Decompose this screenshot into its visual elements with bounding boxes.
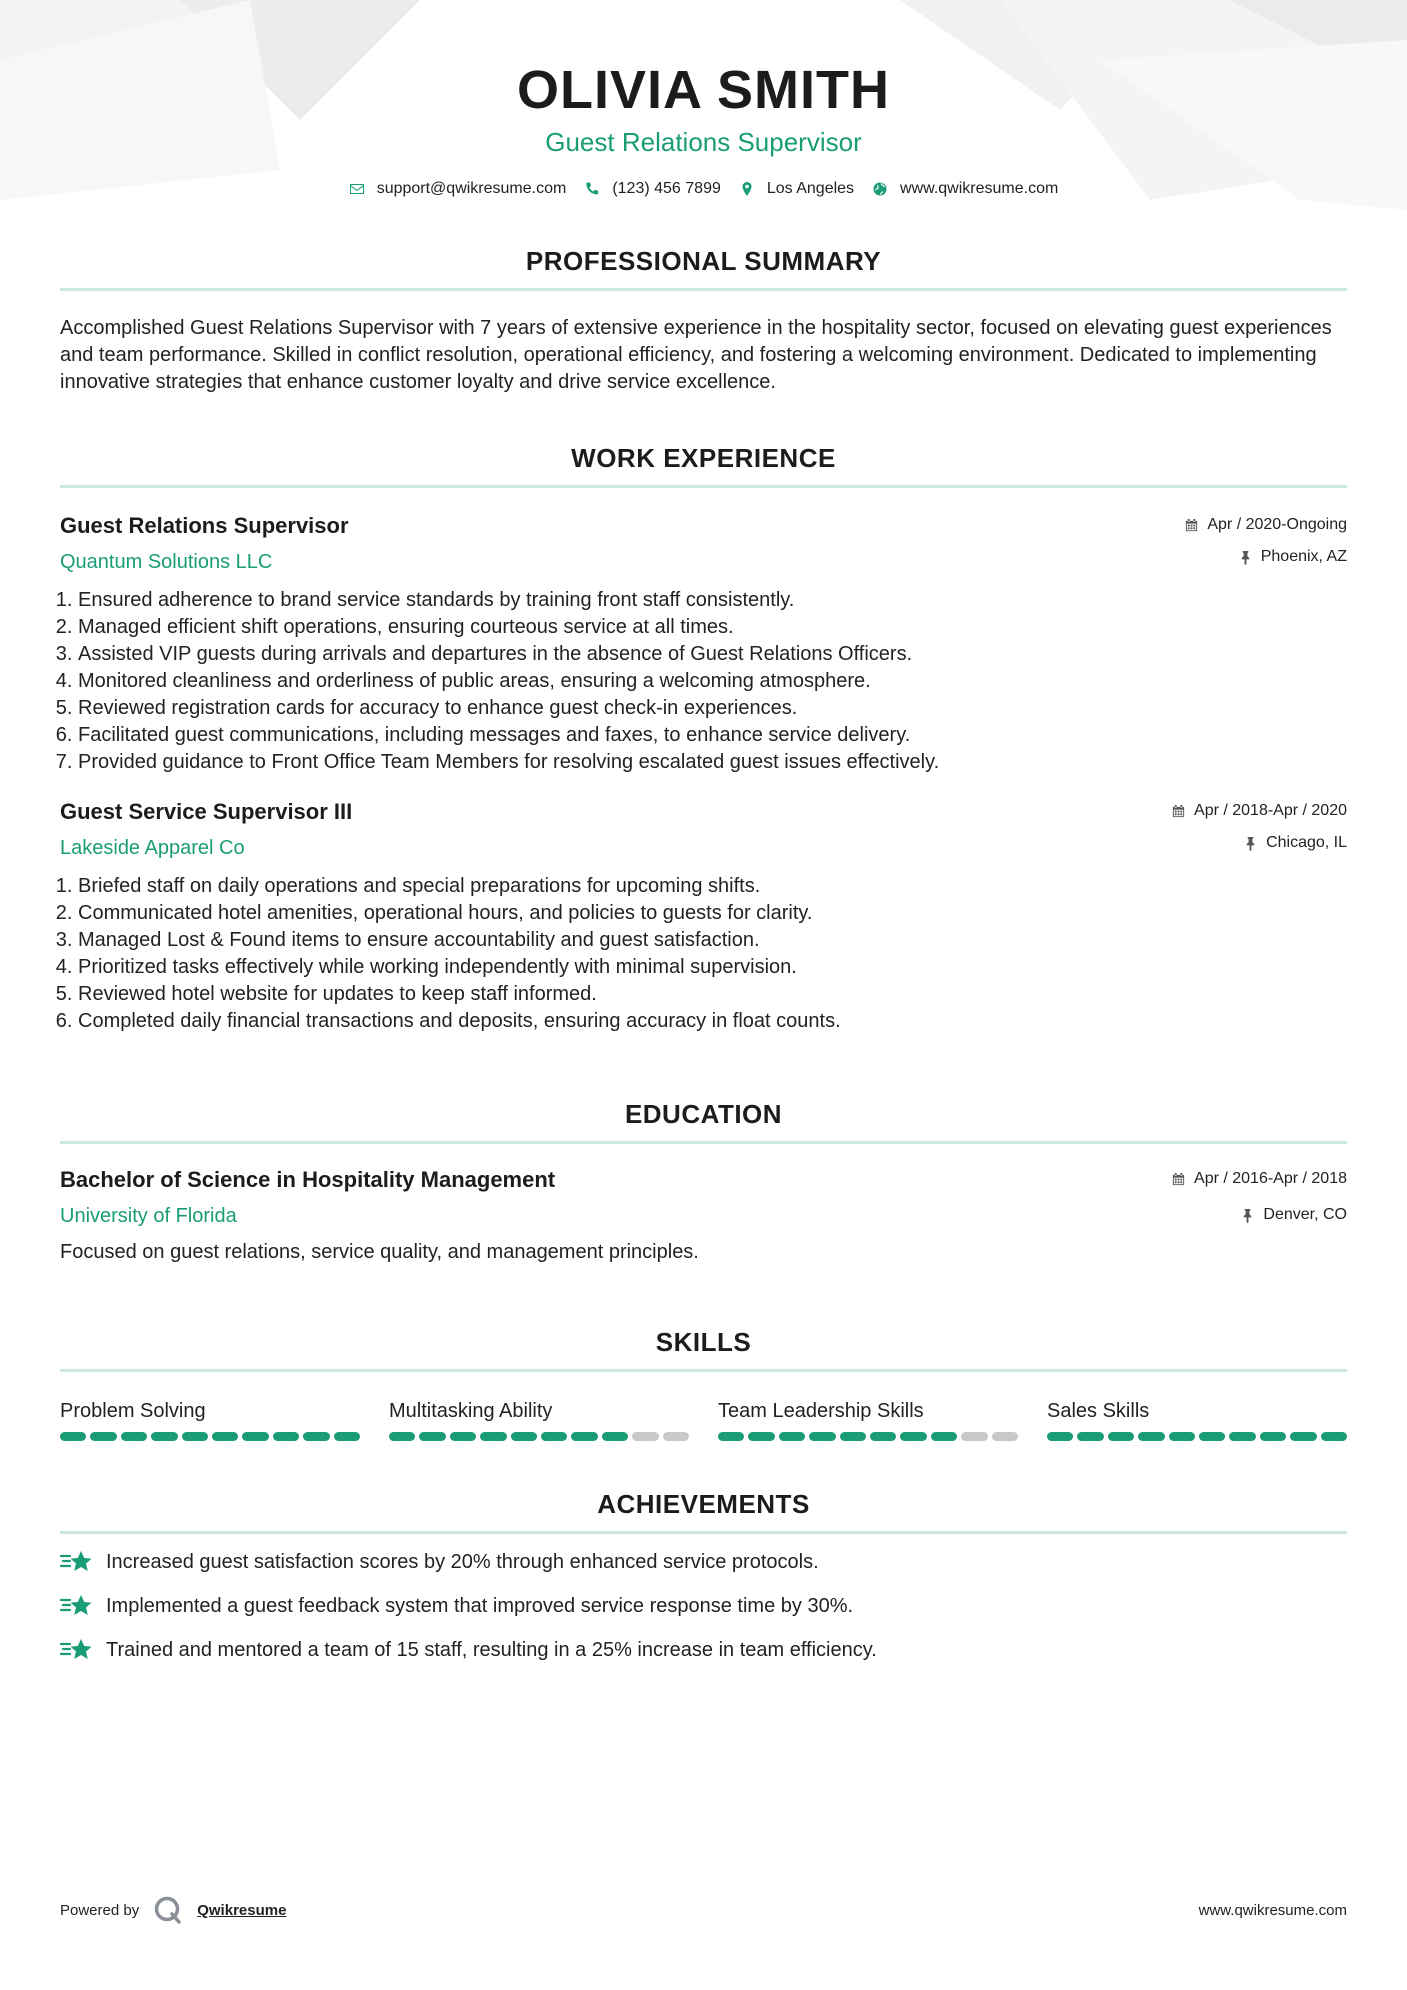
job-company: Lakeside Apparel Co [60, 837, 245, 859]
job-duties-list [60, 587, 1347, 776]
pushpin-icon [1240, 1208, 1255, 1223]
skill-segment-filled [541, 1432, 567, 1441]
job-location: Phoenix, AZ [1184, 544, 1347, 570]
calendar-icon [1184, 518, 1199, 533]
skills-divider [60, 1369, 1347, 1372]
skill-segment-empty [992, 1432, 1018, 1441]
achievement-text: Increased guest satisfaction scores by 20% through enhanced service protocols. [106, 1550, 819, 1573]
experience-section [60, 441, 1347, 1035]
achievement-text: Implemented a guest feedback system that improved service response time by 30%. [106, 1594, 854, 1617]
skill-segment-filled [334, 1432, 360, 1441]
achievements-divider [60, 1531, 1347, 1534]
skill-segment-filled [303, 1432, 329, 1441]
achievement-text: Trained and mentored a team of 15 staff, resulting in a 25% increase in team efficiency. [106, 1638, 877, 1661]
job-title: Guest Service Supervisor III [60, 799, 353, 824]
skill-label: Team Leadership Skills [718, 1400, 924, 1422]
footer-website: www.qwikresume.com [1198, 1901, 1347, 1919]
candidate-role: Guest Relations Supervisor [545, 127, 862, 157]
skill-segment-filled [1321, 1432, 1347, 1441]
education-section [60, 1097, 1347, 1265]
job-entry [60, 798, 1347, 1035]
skills-section [60, 1325, 1347, 1441]
education-location: Denver, CO [1171, 1202, 1347, 1228]
skill-segment-filled [1229, 1432, 1255, 1441]
phone-text: (123) 456 7899 [612, 180, 721, 197]
location-text: Los Angeles [766, 180, 855, 197]
skill-segment-filled [273, 1432, 299, 1441]
job-dates: Apr / 2018-Apr / 2020 [1171, 798, 1347, 824]
skill-segment-filled [182, 1432, 208, 1441]
duty-item: 2. Communicated hotel amenities, operational hours, and policies to guests for clarity. [78, 900, 1347, 927]
summary-section [60, 244, 1347, 396]
skill-segment-filled [60, 1432, 86, 1441]
achievement-item [60, 1590, 1347, 1622]
experience-heading: WORK EXPERIENCE [571, 443, 836, 473]
skill-item [718, 1398, 1018, 1441]
achievements-heading: ACHIEVEMENTS [597, 1489, 810, 1519]
duty-item: 2. Managed efficient shift operations, ensuring courteous service at all times. [78, 614, 1347, 641]
skill-segment-filled [900, 1432, 926, 1441]
skill-segment-filled [511, 1432, 537, 1441]
skill-segment-filled [212, 1432, 238, 1441]
map-pin-icon [739, 181, 755, 197]
skill-segment-filled [748, 1432, 774, 1441]
skill-segment-filled [870, 1432, 896, 1441]
shooting-star-icon [60, 1548, 94, 1576]
duty-item: 7. Provided guidance to Front Office Team Members for resolving escalated guest issues effectively. [78, 749, 1347, 776]
education-divider [60, 1141, 1347, 1144]
qwikresume-link[interactable]: Qwikresume [197, 1901, 287, 1919]
shooting-star-icon [60, 1636, 94, 1664]
job-dates: Apr / 2020-Ongoing [1184, 512, 1347, 538]
job-title: Guest Relations Supervisor [60, 513, 349, 538]
summary-heading: PROFESSIONAL SUMMARY [525, 246, 882, 276]
summary-divider [60, 288, 1347, 291]
skill-segment-empty [663, 1432, 689, 1441]
contact-location [739, 180, 854, 198]
skill-level-bar [718, 1432, 1018, 1441]
duty-item: 5. Reviewed registration cards for accuracy to enhance guest check-in experiences. [78, 695, 1347, 722]
skill-segment-filled [931, 1432, 957, 1441]
duty-item: 4. Prioritized tasks effectively while working independently with minimal supervision. [78, 954, 1347, 981]
skill-segment-filled [571, 1432, 597, 1441]
education-dates: Apr / 2016-Apr / 2018 [1171, 1166, 1347, 1192]
calendar-icon [1171, 804, 1186, 819]
summary-text: Accomplished Guest Relations Supervisor with 7 years of extensive experience in the hospitality sector, focused on elevating guest experiences and team performance. Skilled in conflict resolution, operational efficiency, and fostering a welcoming environment. Dedicated to implementing innovative strategies that enhance customer loyalty and drive service excellence. [60, 317, 1332, 393]
pushpin-icon [1243, 836, 1258, 851]
skill-level-bar [1047, 1432, 1347, 1441]
skill-segment-filled [1077, 1432, 1103, 1441]
skill-segment-filled [1169, 1432, 1195, 1441]
skill-segment-filled [1290, 1432, 1316, 1441]
skill-segment-filled [90, 1432, 116, 1441]
qwikresume-logo-icon [153, 1895, 183, 1925]
education-description: Focused on guest relations, service quality, and management principles. [60, 1241, 699, 1263]
skill-segment-filled [809, 1432, 835, 1441]
achievements-section [60, 1487, 1347, 1666]
duty-item: 6. Facilitated guest communications, including messages and faxes, to enhance service delivery. [78, 722, 1347, 749]
job-duties-list [60, 873, 1347, 1035]
school-name: University of Florida [60, 1205, 237, 1227]
skill-segment-filled [419, 1432, 445, 1441]
skill-segment-filled [1108, 1432, 1134, 1441]
skill-segment-filled [389, 1432, 415, 1441]
job-company: Quantum Solutions LLC [60, 551, 273, 573]
skill-segment-filled [1199, 1432, 1225, 1441]
skill-label: Sales Skills [1047, 1400, 1150, 1422]
globe-icon [872, 181, 888, 197]
duty-item: 5. Reviewed hotel website for updates to keep staff informed. [78, 981, 1347, 1008]
calendar-icon [1171, 1172, 1186, 1187]
skill-segment-filled [1047, 1432, 1073, 1441]
skill-item [1047, 1398, 1347, 1441]
skill-segment-filled [1260, 1432, 1286, 1441]
skill-segment-filled [121, 1432, 147, 1441]
duty-item: 4. Monitored cleanliness and orderliness of public areas, ensuring a welcoming atmosphere. [78, 668, 1347, 695]
contact-email [349, 180, 567, 198]
skill-segment-empty [961, 1432, 987, 1441]
duty-item: 3. Managed Lost & Found items to ensure accountability and guest satisfaction. [78, 927, 1347, 954]
achievement-item [60, 1634, 1347, 1666]
skill-item [389, 1398, 689, 1441]
candidate-name: OLIVIA SMITH [517, 60, 890, 120]
skill-level-bar [389, 1432, 689, 1441]
skill-label: Multitasking Ability [389, 1400, 553, 1422]
skills-list [60, 1398, 1347, 1441]
degree-title: Bachelor of Science in Hospitality Management [60, 1167, 556, 1192]
email-text: support@qwikresume.com [376, 180, 567, 197]
skill-segment-filled [718, 1432, 744, 1441]
skill-segment-filled [242, 1432, 268, 1441]
job-entry [60, 512, 1347, 776]
achievement-item [60, 1546, 1347, 1578]
contact-website [872, 180, 1058, 198]
duty-item: 1. Briefed staff on daily operations and special preparations for upcoming shifts. [78, 873, 1347, 900]
skills-heading: SKILLS [655, 1327, 752, 1357]
shooting-star-icon [60, 1592, 94, 1620]
pushpin-icon [1238, 550, 1253, 565]
duty-item: 1. Ensured adherence to brand service standards by training front staff consistently. [78, 587, 1347, 614]
skill-segment-empty [632, 1432, 658, 1441]
page-footer [60, 1895, 1347, 1925]
skill-segment-filled [1138, 1432, 1164, 1441]
envelope-icon [349, 181, 365, 197]
skill-segment-filled [840, 1432, 866, 1441]
job-location: Chicago, IL [1171, 830, 1347, 856]
skill-segment-filled [480, 1432, 506, 1441]
contact-bar [60, 180, 1347, 198]
education-heading: EDUCATION [624, 1099, 783, 1129]
education-entry [60, 1166, 1347, 1229]
skill-item [60, 1398, 360, 1441]
skill-segment-filled [779, 1432, 805, 1441]
website-text: www.qwikresume.com [900, 180, 1059, 197]
contact-phone [584, 180, 721, 198]
skill-segment-filled [450, 1432, 476, 1441]
skill-label: Problem Solving [60, 1400, 206, 1422]
phone-icon [584, 181, 600, 197]
skill-segment-filled [151, 1432, 177, 1441]
skill-segment-filled [602, 1432, 628, 1441]
experience-divider [60, 485, 1347, 488]
powered-by-label: Powered by [60, 1901, 140, 1919]
skill-level-bar [60, 1432, 360, 1441]
achievements-list [60, 1546, 1347, 1666]
duty-item: 3. Assisted VIP guests during arrivals and departures in the absence of Guest Relations Officers. [78, 641, 1347, 668]
duty-item: 6. Completed daily financial transactions and deposits, ensuring accuracy in float counts. [78, 1008, 1347, 1035]
